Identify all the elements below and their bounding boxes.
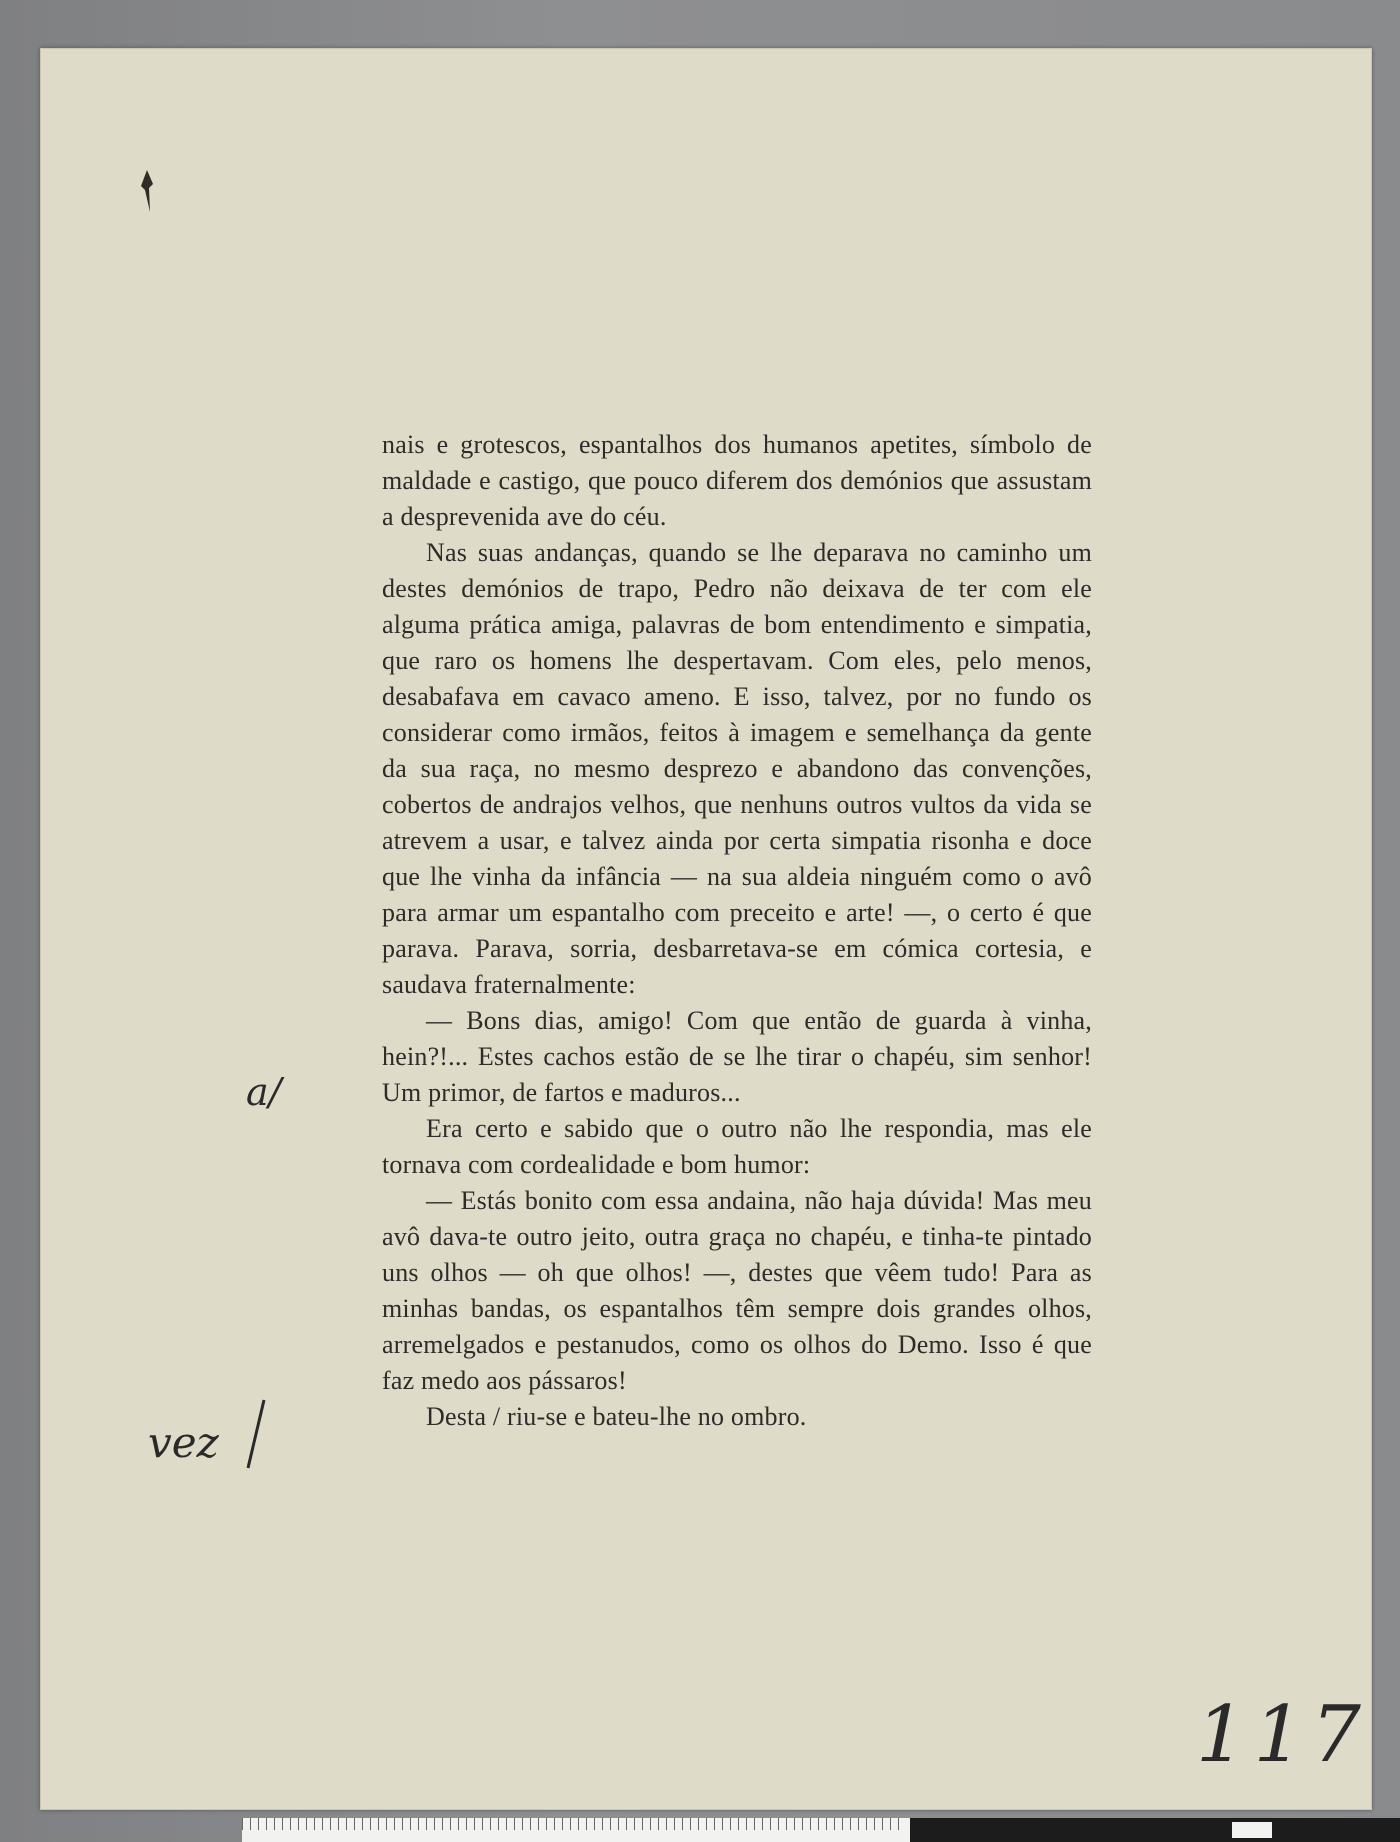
paragraph: — Estás bonito com essa andaina, não haja dúvida! Mas meu avô dava-te outro jeito, outra graça no chapéu, e tinha-te pintado uns olhos — oh que olhos! —, destes que vêem tudo! Para as minhas bandas, os espantalhos têm sempre dois grandes olhos, arremelgados e pestanudos, como os olhos do Demo. Isso é que faz medo aos pássaros! — [382, 1186, 1092, 1395]
ruler-color-bar — [910, 1818, 1400, 1842]
scale-ruler — [242, 1818, 1400, 1842]
paragraph: Nas suas andanças, quando se lhe deparava no caminho um destes demónios de trapo, Pedro não deixava de ter com ele alguma prática amiga, palavras de bom entendimento e simpatia, que raro os homens lhe despertavam. Com eles, pelo menos, desabafava em cavaco ameno. E isso, talvez, por no fundo os considerar como irmãos, feitos à imagem e semelhança da gente da sua raça, no mesmo desprezo e abandono das convenções, cobertos de andrajos velhos, que nenhuns outros vultos da vida se atrevem a usar, e talvez ainda por certa simpatia risonha e doce que lhe vinha da infância — na sua aldeia ninguém como o avô para armar um espantalho com preceito e arte! —, o certo é que parava. Parava, sorria, desbarretava-se em cómica cortesia, e saudava fraternalmente: — [382, 538, 1092, 999]
paragraph: Desta / riu-se e bateu-lhe no ombro. — [426, 1402, 807, 1431]
margin-note-vez: vez — [148, 1418, 219, 1467]
paragraph: — Bons dias, amigo! Com que então de guarda à vinha, hein?!... Estes cachos estão de se lhe tirar o chapéu, sim senhor! Um primor, de fartos e maduros... — [382, 1006, 1092, 1107]
page-number: 117 — [1196, 1690, 1369, 1780]
ruler-white-block — [1232, 1822, 1272, 1838]
ruler-ticks — [242, 1818, 902, 1830]
punch-hole-mark — [140, 170, 154, 212]
margin-slash-mark — [244, 1398, 268, 1470]
paragraph: nais e grotescos, espantalhos dos humanos apetites, símbolo de maldade e castigo, que pouco diferem dos demónios que assustam a desprevenida ave do céu. — [382, 430, 1092, 531]
paragraph: Era certo e sabido que o outro não lhe respondia, mas ele tornava com cordealidade e bom humor: — [382, 1114, 1092, 1179]
body-text — [382, 427, 1092, 1435]
margin-note-a: a/ — [246, 1070, 282, 1114]
